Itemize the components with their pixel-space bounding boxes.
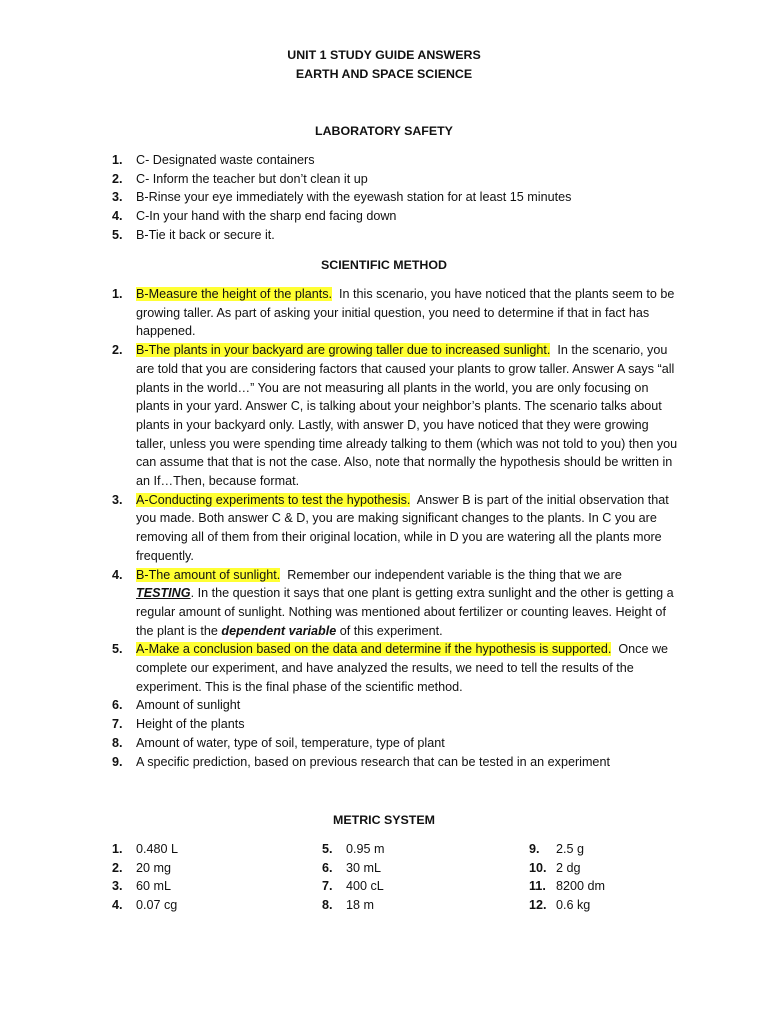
list-item (112, 696, 682, 715)
answer-explanation-end: of this experiment. (339, 623, 443, 638)
item-number: 4. (112, 898, 123, 913)
item-number: 8. (112, 735, 123, 750)
list-item (112, 896, 292, 915)
list-item (112, 285, 682, 341)
list-item (112, 753, 682, 772)
item-text: A specific prediction, based on previous research that can be tested in an experiment (136, 754, 610, 769)
item-number: 2. (112, 343, 123, 358)
list-item (322, 859, 502, 878)
item-text: 8200 dm (556, 879, 606, 894)
item-number: 3. (112, 879, 123, 894)
item-text: 0.480 L (136, 842, 179, 856)
item-text: 20 mg (136, 860, 172, 875)
item-text: C-In your hand with the sharp end facing down (136, 209, 397, 224)
lab-safety-list (112, 151, 682, 245)
list-item (112, 859, 292, 878)
item-number: 4. (112, 209, 123, 224)
item-number: 2. (112, 860, 123, 875)
item-text: 0.07 cg (136, 898, 178, 913)
item-text: 400 cL (346, 879, 384, 894)
item-text: B-Tie it back or secure it. (136, 227, 275, 242)
item-number: 8. (322, 898, 333, 913)
list-item (112, 491, 682, 566)
emphasis-testing: TESTING (136, 586, 191, 601)
list-item (112, 734, 682, 753)
item-text: Amount of sunlight (136, 698, 241, 713)
item-text: 60 mL (136, 879, 172, 894)
item-number: 3. (112, 492, 123, 507)
item-number: 5. (322, 842, 333, 856)
item-number: 3. (112, 190, 123, 205)
list-item (112, 341, 682, 491)
item-number: 2. (112, 171, 123, 186)
metric-list-column-2 (322, 840, 502, 915)
section-heading-metric-system: METRIC SYSTEM (333, 813, 435, 827)
highlighted-answer: B-The plants in your backyard are growing taller due to increased sunlight. (136, 343, 551, 358)
document-title-line1: UNIT 1 STUDY GUIDE ANSWERS (287, 48, 481, 62)
list-item (112, 840, 292, 859)
list-item (529, 877, 709, 896)
item-text: C- Inform the teacher but don’t clean it up (136, 171, 368, 186)
list-item (322, 840, 502, 859)
item-number: 9. (112, 754, 123, 769)
item-text: 30 mL (346, 860, 382, 875)
item-text: Amount of water, type of soil, temperature, type of plant (136, 735, 445, 750)
answer-explanation-cont: . In the question it says that one plant is getting extra sunlight and the other is getting a regular amount of sunlight. Nothing was mentioned about fertilizer or counting leaves. Height of the plant is the (136, 586, 674, 638)
item-number: 1. (112, 842, 123, 856)
answer-explanation: In the scenario, you are told that you are considering factors that caused your plants to grow taller. Answer A says “all plants in the world…” You are not measuring all plants in the world, you are only focusing on plants in your yard. Answer C, is talking about your neighbor’s plants. The scenario talks about plants in your backyard only. Lastly, with answer D, you have noticed that they were growing taller, unless you were spending time already talking to them (which was not told to you) then you can assume that that is not the case. Also, note that normally the hypothesis should be written in an If…Then, because format. (136, 343, 678, 489)
answer-explanation: Remember our independent variable is the thing that we are (287, 567, 622, 582)
item-number: 1. (112, 153, 123, 167)
metric-list-column-1 (112, 840, 292, 915)
list-item (112, 715, 682, 734)
list-item (322, 896, 502, 915)
item-number: 10. (529, 860, 547, 875)
list-item (112, 566, 682, 641)
list-item (112, 170, 682, 189)
item-number: 7. (112, 717, 123, 732)
answer-explanation: In this scenario, you have noticed that the plants seem to be growing taller. As part of asking your initial question, you need to determine if that in fact has happened. (136, 287, 675, 339)
item-text: 0.6 kg (556, 898, 591, 913)
answer-explanation: Once we complete our experiment, and have analyzed the results, we need to tell the results of the experiment. This is the final phase of the scientific method. (136, 642, 669, 694)
section-heading-lab-safety: LABORATORY SAFETY (315, 124, 453, 138)
item-text: 0.95 m (346, 842, 385, 856)
list-item (112, 151, 682, 170)
list-item (529, 840, 709, 859)
list-item (529, 896, 709, 915)
list-item (112, 640, 682, 696)
answer-explanation: Answer B is part of the initial observation that you made. Both answer C & D, you are making significant changes to the plants. In C you are removing all of them from their original location, while in D you are watering all the plants more frequently. (136, 492, 669, 563)
list-item (529, 859, 709, 878)
highlighted-answer: B-The amount of sunlight. (136, 567, 281, 582)
list-item (112, 207, 682, 226)
item-number: 1. (112, 287, 123, 301)
item-number: 9. (529, 842, 540, 856)
document-title-line2: EARTH AND SPACE SCIENCE (295, 67, 473, 81)
list-item (112, 877, 292, 896)
item-number: 5. (112, 227, 123, 242)
emphasis-dependent-variable: dependent variable (221, 623, 337, 638)
list-item (112, 188, 682, 207)
list-item (322, 877, 502, 896)
item-number: 4. (112, 567, 123, 582)
item-text: 2.5 g (556, 842, 585, 856)
item-text: 18 m (346, 898, 374, 913)
item-number: 5. (112, 642, 123, 657)
metric-list-column-3 (529, 840, 709, 915)
item-text: 2 dg (556, 860, 581, 875)
highlighted-answer: A-Make a conclusion based on the data and determine if the hypothesis is supported. (136, 642, 612, 657)
item-number: 7. (322, 879, 333, 894)
item-text: B-Rinse your eye immediately with the eyewash station for at least 15 minutes (136, 190, 572, 205)
section-heading-scientific-method: SCIENTIFIC METHOD (321, 258, 447, 272)
item-number: 11. (529, 879, 546, 894)
item-number: 6. (112, 698, 123, 713)
item-number: 6. (322, 860, 333, 875)
scientific-method-list (112, 285, 682, 771)
highlighted-answer: A-Conducting experiments to test the hypothesis. (136, 492, 411, 507)
item-number: 12. (529, 898, 547, 913)
item-text: Height of the plants (136, 717, 245, 732)
list-item (112, 226, 682, 245)
highlighted-answer: B-Measure the height of the plants. (136, 287, 333, 301)
item-text: C- Designated waste containers (136, 153, 315, 167)
